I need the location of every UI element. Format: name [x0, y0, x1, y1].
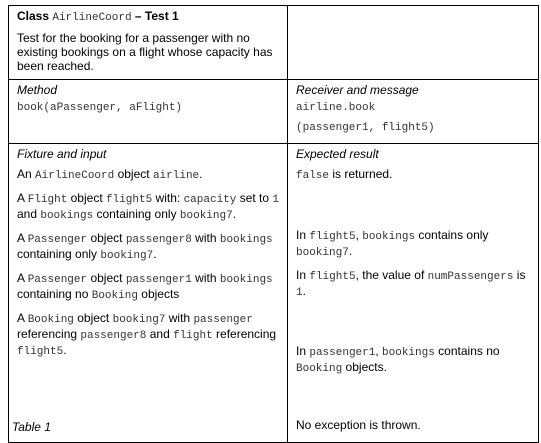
result-heading: Expected result: [296, 147, 379, 161]
method-value: book(aPassenger, aFlight): [17, 102, 183, 114]
fixture-heading: Fixture and input: [17, 147, 107, 161]
test-header-cell: [9, 6, 288, 80]
method-cell: [9, 80, 288, 144]
receiver-heading: Receiver and message: [296, 83, 419, 97]
class-name: AirlineCoord: [52, 12, 132, 24]
receiver-cell: [288, 80, 539, 144]
fixture-cell: [9, 144, 288, 443]
fixture-row: [9, 144, 539, 443]
header-empty-cell: [288, 6, 539, 80]
result-flight5-bookings: In flight5, bookings contains only booking7.: [296, 228, 489, 259]
test-title: Class AirlineCoord – Test 1: [17, 9, 179, 24]
receiver-line-1: airline.book: [296, 102, 376, 114]
result-passenger1-bookings: In passenger1, bookings contains no Booking objects.: [296, 344, 500, 375]
fixture-item-airline: An AirlineCoord object airline.: [17, 167, 203, 182]
method-row: [9, 80, 539, 144]
result-returned: false is returned.: [296, 167, 393, 182]
result-num-passengers: In flight5, the value of numPassengers is 1.: [296, 268, 526, 299]
method-heading: Method: [17, 83, 58, 97]
test-case-table: [8, 5, 539, 443]
expected-result-cell: [288, 144, 539, 443]
table-caption: Table 1: [12, 420, 51, 434]
fixture-item-flight: A Flight object flight5 with: capacity set to 1 and bookings containing only booking7.: [17, 191, 280, 222]
fixture-item-passenger1: A Passenger object passenger1 with bookings containing no Booking objects: [17, 271, 273, 302]
receiver-line-2: (passenger1, flight5): [296, 122, 435, 134]
fixture-item-passenger8: A Passenger object passenger8 with bookings containing only booking7.: [17, 231, 273, 262]
test-description: Test for the booking for a passenger with no existing bookings on a flight whose capacity has been reached.: [17, 31, 273, 73]
header-row: [9, 6, 539, 80]
fixture-item-booking7: A Booking object booking7 with passenger referencing passenger8 and flight referencing flight5.: [17, 311, 277, 358]
result-no-exception: No exception is thrown.: [296, 418, 421, 432]
